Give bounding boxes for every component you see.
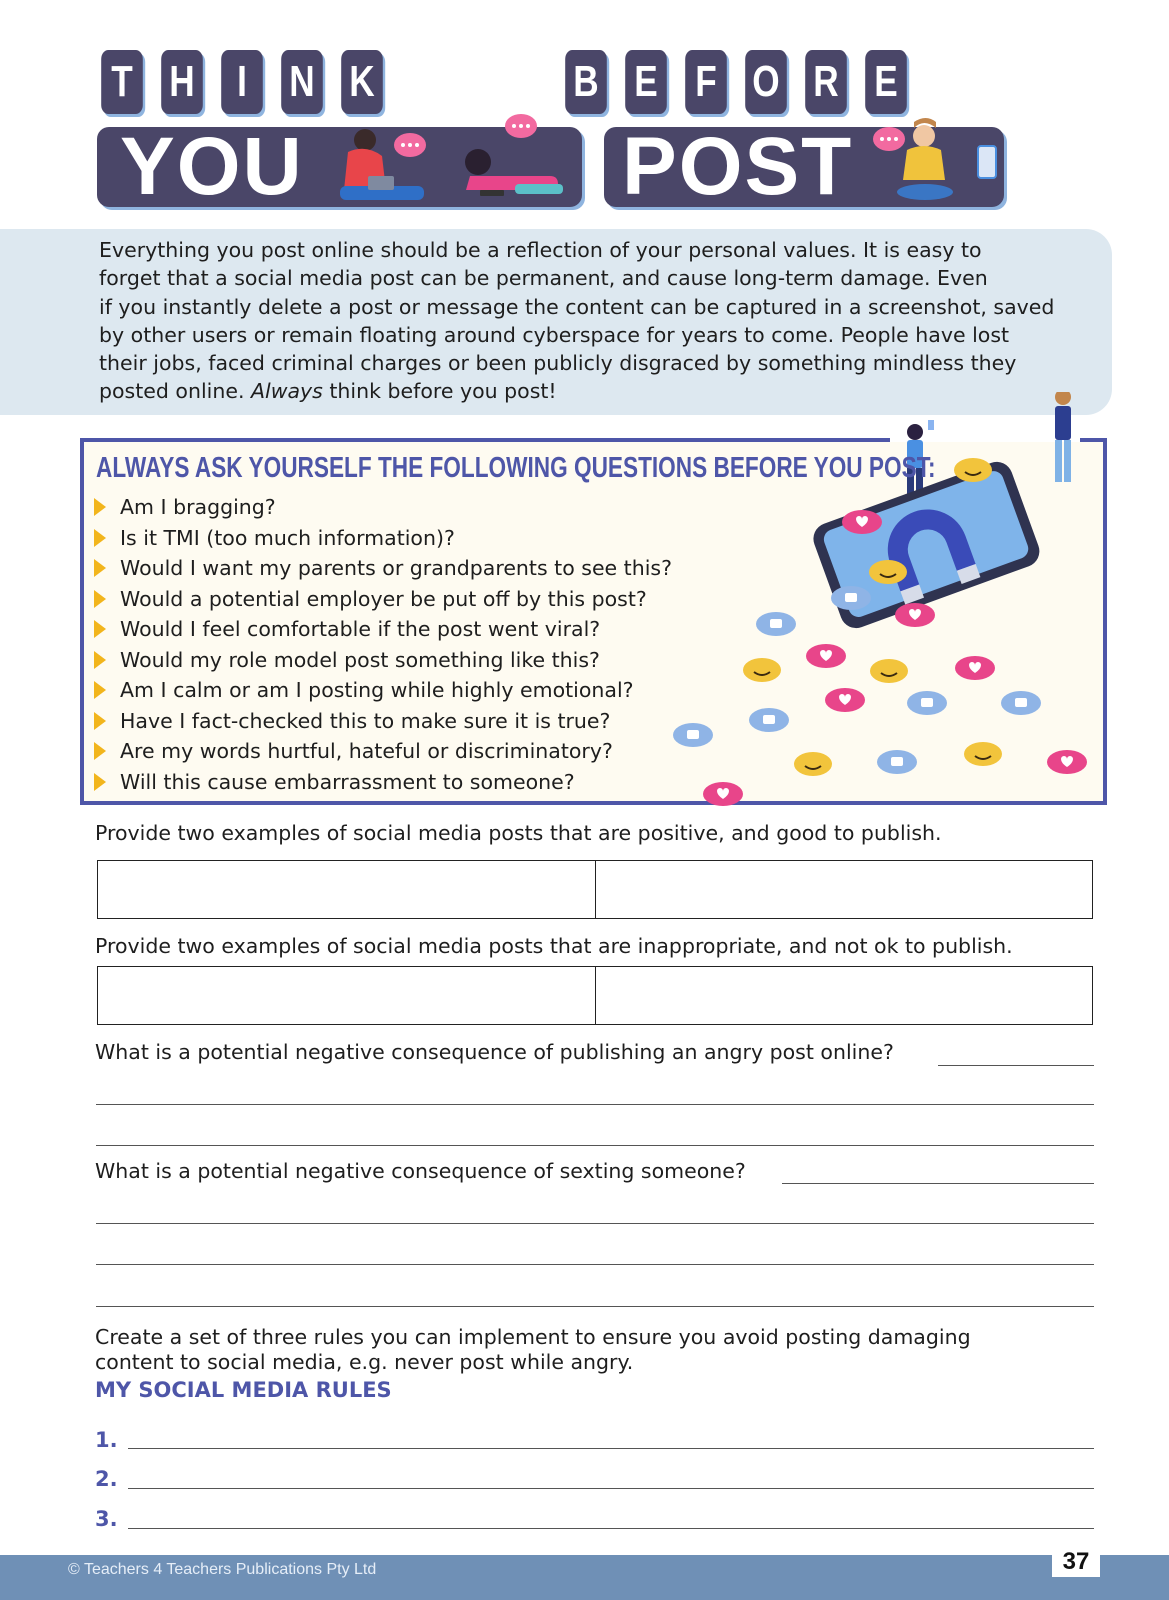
intro-emphasis: Always [250,379,323,404]
intro-text: posted online. [99,379,251,404]
list-item [94,767,672,798]
questions-title: ALWAYS ASK YOURSELF THE FOLLOWING QUESTIONS BEFORE YOU POST: [96,452,936,484]
question-text: Would a potential employer be put off by this post? [120,586,647,611]
rule-answer-line[interactable] [128,1488,1094,1489]
answer-line[interactable] [938,1065,1094,1066]
answer-line[interactable] [96,1104,1094,1105]
speech-bubble-icon [394,133,426,157]
bullet-triangle-icon [94,559,106,577]
question-text: Am I bragging? [120,495,276,520]
bullet-triangle-icon [94,590,106,608]
answer-field-positive-1[interactable] [98,861,595,918]
answer-field-positive-2[interactable] [595,861,1093,918]
answer-line[interactable] [96,1306,1094,1307]
intro-line: their jobs, faced criminal charges or been publicly disgraced by something mindless they [99,351,1017,376]
list-item [94,553,672,584]
answer-line[interactable] [96,1223,1094,1224]
bullet-triangle-icon [94,498,106,516]
intro-paragraph [99,236,1099,406]
title-illustration-people [0,0,1169,215]
title-letter: N [281,50,323,114]
rule-number: 1. [95,1428,118,1452]
list-item [94,645,672,676]
prompt-positive-posts: Provide two examples of social media posts that are positive, and good to publish. [95,821,942,845]
intro-line: if you instantly delete a post or message the content can be captured in a screenshot, saved [99,294,1055,319]
title-post: POST [622,121,854,212]
list-item [94,706,672,737]
answer-line[interactable] [96,1264,1094,1265]
list-item [94,492,672,523]
title-letter: H [161,50,203,114]
question-text: Are my words hurtful, hateful or discriminatory? [120,739,613,764]
person-lying-icon [465,149,563,196]
title-letter: B [565,50,607,114]
title-you: YOU [120,121,304,212]
title-letter: R [805,50,847,114]
speech-bubble-icon [873,127,905,151]
bullet-triangle-icon [94,681,106,699]
list-item [94,584,672,615]
question-text: Have I fact-checked this to make sure it is true? [120,708,611,733]
title-letter: K [341,50,383,114]
answer-line[interactable] [782,1183,1094,1184]
speech-bubble-icon [505,114,537,138]
prompt-rules-line-2: content to social media, e.g. never post while angry. [95,1350,634,1374]
intro-line: forget that a social media post can be permanent, and cause long-term damage. Even [99,266,988,291]
rule-number: 2. [95,1467,118,1491]
inappropriate-posts-answer-box [97,966,1093,1025]
prompt-inappropriate-posts: Provide two examples of social media posts that are inappropriate, and not ok to publish. [95,934,1013,958]
title-letter: E [625,50,667,114]
question-text: Will this cause embarrassment to someone? [120,769,575,794]
prompt-angry-post: What is a potential negative consequence of publishing an angry post online? [95,1040,894,1064]
bullet-triangle-icon [94,773,106,791]
bullet-triangle-icon [94,742,106,760]
title-letter: I [221,50,263,114]
question-text: Would I want my parents or grandparents to see this? [120,556,672,581]
copyright-text: © Teachers 4 Teachers Publications Pty Ltd [68,1561,377,1578]
title-letter: O [745,50,787,114]
phone-icon [978,146,996,178]
bullet-triangle-icon [94,529,106,547]
person-phone-icon [897,118,953,200]
rule-number: 3. [95,1507,118,1531]
page-number: 37 [1052,1547,1100,1577]
positive-posts-answer-box [97,860,1093,919]
question-text: Is it TMI (too much information)? [120,525,455,550]
questions-list [94,492,672,797]
question-text: Would my role model post something like this? [120,647,600,672]
title-letter: T [101,50,143,114]
person-standing-icon [1055,392,1071,482]
intro-line: Everything you post online should be a reflection of your personal values. It is easy to [99,238,982,262]
social-media-rules-heading: MY SOCIAL MEDIA RULES [95,1378,392,1402]
list-item [94,614,672,645]
list-item [94,736,672,767]
list-item [94,675,672,706]
title-letter: F [685,50,727,114]
prompt-rules-line-1: Create a set of three rules you can implement to ensure you avoid posting damaging [95,1325,971,1349]
intro-text: think before you post! [322,379,557,404]
answer-field-inappropriate-2[interactable] [595,967,1093,1024]
bullet-triangle-icon [94,620,106,638]
rule-answer-line[interactable] [128,1528,1094,1529]
prompt-sexting: What is a potential negative consequence of sexting someone? [95,1159,746,1183]
question-text: Am I calm or am I posting while highly emotional? [120,678,634,703]
list-item [94,523,672,554]
bullet-triangle-icon [94,712,106,730]
answer-line[interactable] [96,1145,1094,1146]
bullet-triangle-icon [94,651,106,669]
rule-answer-line[interactable] [128,1448,1094,1449]
intro-line: by other users or remain floating around cyberspace for years to come. People have lost [99,322,1010,347]
answer-field-inappropriate-1[interactable] [98,967,595,1024]
question-text: Would I feel comfortable if the post went viral? [120,617,601,642]
title-letter: E [865,50,907,114]
